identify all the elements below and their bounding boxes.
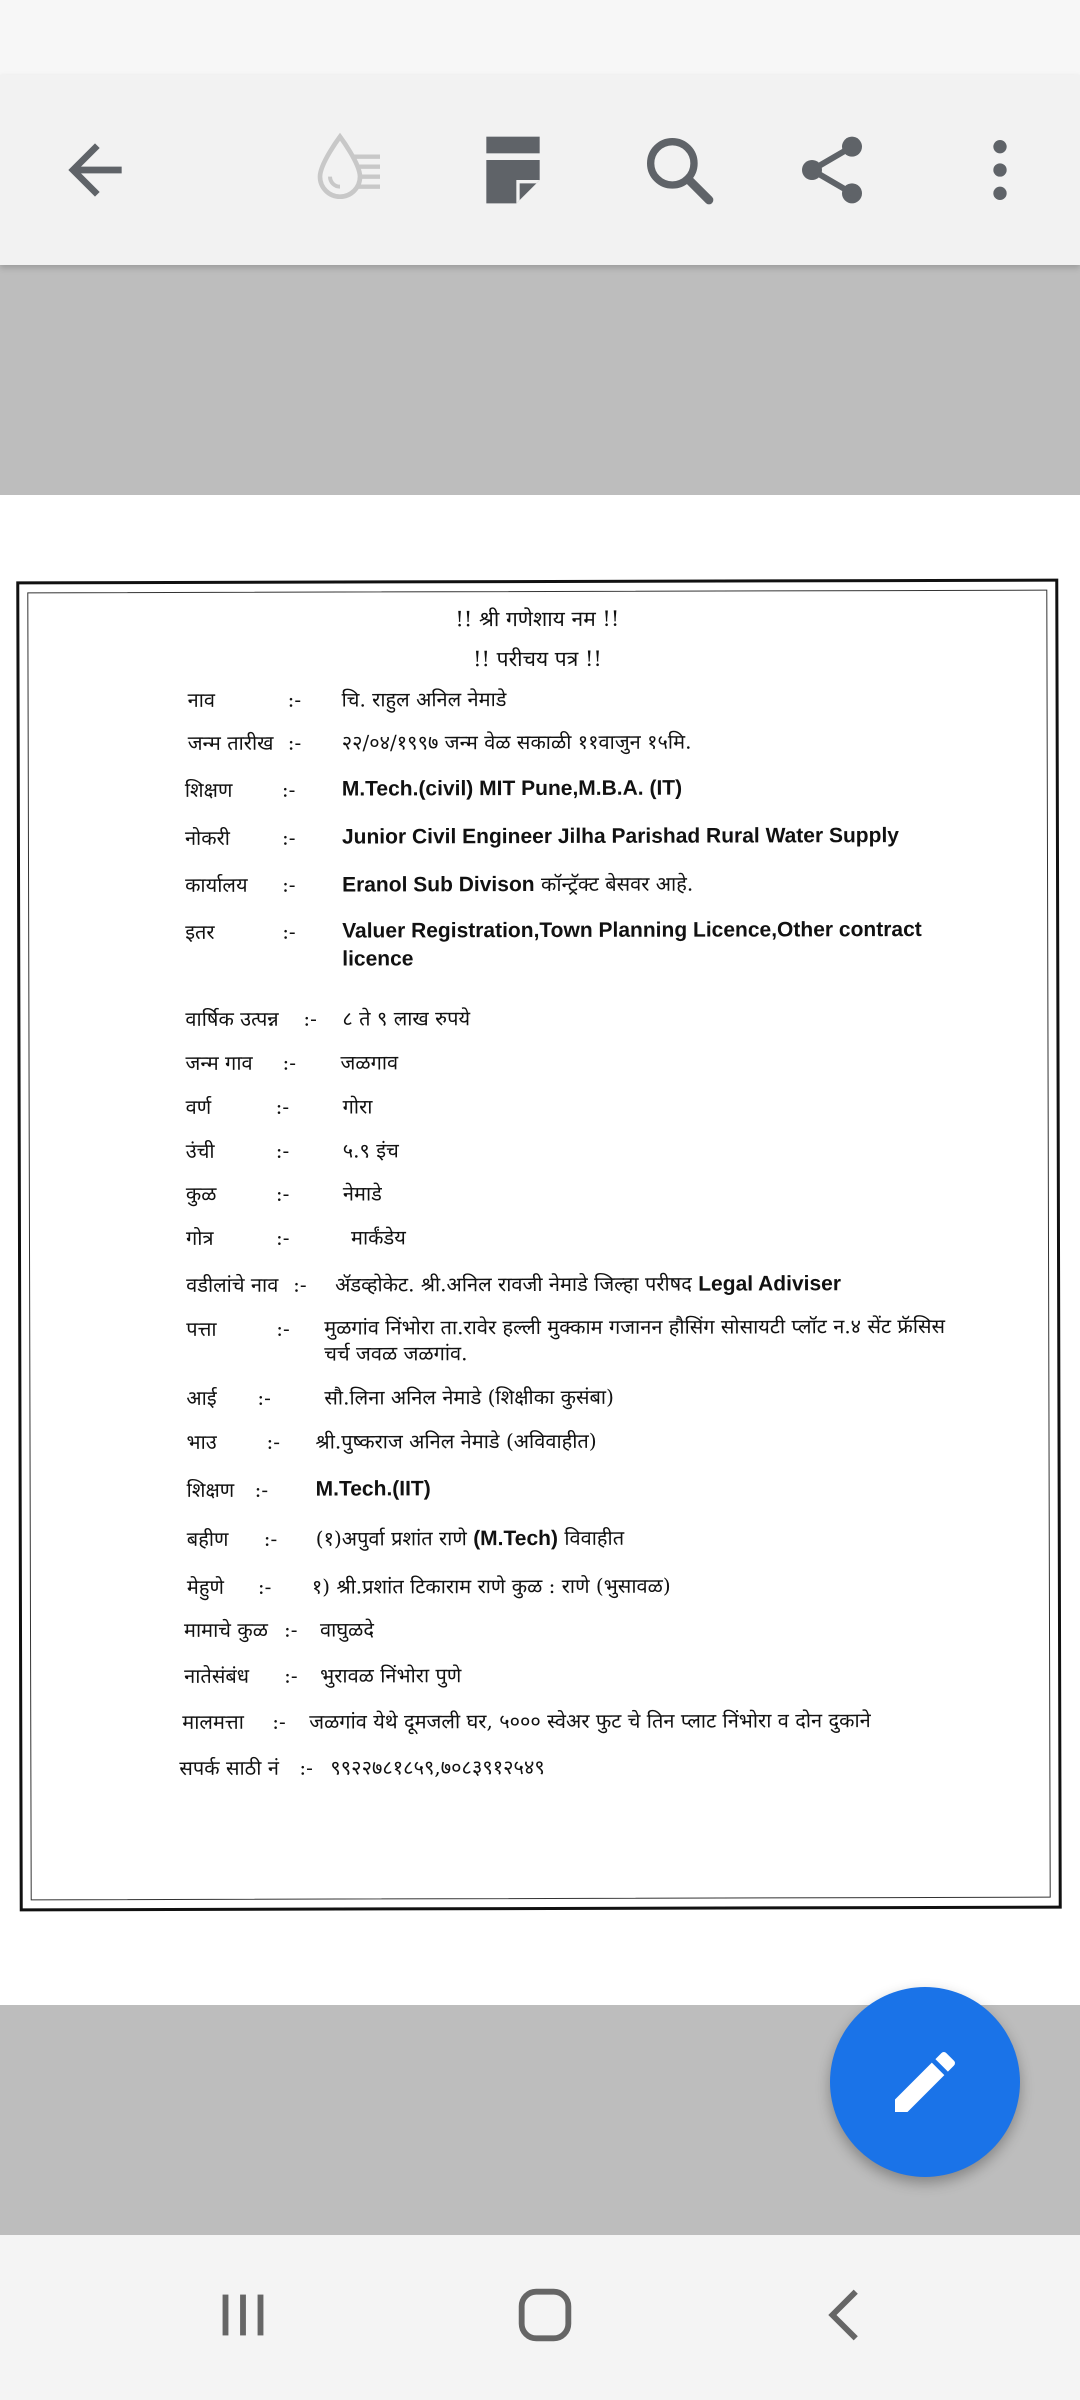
row-sep: :-: [263, 1526, 278, 1551]
back-arrow-icon[interactable]: [40, 115, 150, 225]
row-value: गोरा: [342, 1094, 373, 1119]
row-value: ८ ते ९ लाख रुपये: [342, 1006, 471, 1031]
row-value: Junior Civil Engineer Jilha Parishad Rural Water Supply: [341, 824, 899, 849]
row-label: वर्ण: [185, 1094, 212, 1119]
search-icon[interactable]: [624, 115, 734, 225]
row-sep: :-: [284, 1663, 298, 1688]
row-value: [342, 870, 693, 900]
row-value: M.Tech.(IIT): [315, 1477, 431, 1501]
biodata-content: [19, 582, 1058, 1909]
father-name: ॲडव्होकेट. श्री.अनिल रावजी नेमाडे जिल्हा परीषद: [335, 1271, 699, 1297]
doc-heading-title: !! परीचय पत्र !!: [473, 646, 602, 672]
row-label: पत्ता: [186, 1316, 217, 1341]
row-label: मालमत्ता: [182, 1709, 244, 1734]
document-border: [16, 579, 1061, 1912]
row-value: १) श्री.प्रशांत टिकाराम राणे कुळ : राणे (भुसावळ): [311, 1573, 671, 1599]
row-sep: :-: [282, 1050, 297, 1075]
recent-apps-icon[interactable]: [183, 2265, 303, 2365]
row-label: शिक्षण: [186, 1477, 235, 1502]
row-value: सौ.लिना अनिल नेमाडे (शिक्षीका कुसंबा): [324, 1384, 614, 1410]
row-sep: :-: [281, 825, 296, 850]
row-sep: :-: [275, 1225, 290, 1250]
biodata-row: [21, 1382, 1057, 1410]
row-label: नाव: [187, 687, 216, 712]
home-icon[interactable]: [485, 2265, 605, 2365]
biodata-row: [22, 1523, 1058, 1551]
sister-degree: (M.Tech): [473, 1526, 558, 1551]
biodata-row: [22, 1614, 1058, 1642]
sister-name: (१)अपुर्वा प्रशांत राणे: [315, 1526, 474, 1551]
row-sep: :-: [281, 777, 296, 802]
row-sep: :-: [275, 1181, 290, 1206]
row-value: जळगाव: [340, 1050, 399, 1075]
row-sep: :-: [254, 1477, 269, 1502]
edit-pencil-icon: [885, 2042, 965, 2122]
document-page[interactable]: [0, 495, 1080, 2005]
row-label: भाउ: [186, 1429, 217, 1454]
edit-button[interactable]: [830, 1987, 1020, 2177]
row-label: वार्षिक उत्पन्न: [185, 1006, 279, 1031]
biodata-row: [20, 822, 1056, 850]
row-label: आई: [186, 1385, 217, 1410]
row-label: जन्म तारीख: [187, 730, 274, 755]
office-note: कॉन्ट्रॅक्ट बेसवर आहे.: [534, 871, 694, 897]
biodata-row: [21, 1135, 1057, 1163]
biodata-row: [22, 1752, 1058, 1780]
row-value: श्री.पुष्कराज अनिल नेमाडे (अविवाहीत): [315, 1428, 597, 1454]
more-vert-icon[interactable]: [945, 115, 1055, 225]
biodata-row: [22, 1706, 1058, 1734]
biodata-row: [20, 1047, 1056, 1075]
biodata-row: [20, 774, 1056, 802]
app-toolbar: [0, 75, 1080, 265]
biodata-row: [20, 684, 1056, 712]
biodata-row: [22, 1474, 1058, 1502]
row-value: नेमाडे: [342, 1181, 382, 1206]
row-label: बहीण: [186, 1526, 229, 1551]
row-value: ९९२२७८१८५९,७०८३९१२५४९: [330, 1754, 545, 1780]
row-label: नोकरी: [184, 825, 230, 850]
row-label: जन्म गाव: [185, 1050, 253, 1075]
biodata-row: [21, 1222, 1057, 1250]
row-sep: :-: [283, 1617, 298, 1642]
row-sep: :-: [272, 1709, 286, 1734]
share-icon[interactable]: [777, 115, 887, 225]
ink-saver-icon: [295, 115, 405, 225]
row-sep: :-: [257, 1574, 272, 1599]
nav-back-icon[interactable]: [787, 2265, 907, 2365]
biodata-row: [22, 1660, 1058, 1688]
doc-heading-invocation: !! श्री गणेशाय नम !!: [455, 606, 620, 632]
row-value: जळगांव येथे दूमजली घर, ५००० स्वेअर फुट चे तिन प्लाट निंभोरा व दोन दुकाने: [309, 1708, 871, 1734]
row-label: सपर्क साठी नं: [179, 1755, 279, 1780]
system-nav-bar: [0, 2235, 1080, 2400]
biodata-row: [21, 1178, 1057, 1206]
row-value: मार्कंडेय: [350, 1225, 406, 1250]
row-value: २२/०४/१९९७ जन्म वेळ सकाळी ११वाजुन १५मि.: [341, 729, 692, 755]
row-label: गोत्र: [185, 1225, 214, 1250]
row-value: वाघुळदे: [319, 1617, 374, 1642]
row-sep: :-: [266, 1429, 281, 1454]
row-label: इतर: [185, 919, 215, 944]
biodata-row: [20, 1003, 1056, 1031]
row-label: वडीलांचे नाव: [186, 1272, 279, 1297]
biodata-row: [20, 916, 1056, 971]
row-sep: :-: [275, 1138, 290, 1163]
biodata-row: [20, 869, 1056, 897]
row-label: उंची: [185, 1138, 215, 1163]
office-name: Eranol Sub Divison: [342, 873, 535, 897]
row-label: नातेसंबंध: [184, 1663, 250, 1688]
viewer-background: [0, 265, 1080, 495]
row-label: कुळ: [185, 1181, 217, 1206]
father-role: Legal Adiviser: [698, 1272, 842, 1296]
sister-status: विवाहीत: [557, 1525, 625, 1550]
page-layout-icon[interactable]: [458, 115, 568, 225]
row-value: M.Tech.(civil) MIT Pune,M.B.A. (IT): [341, 776, 683, 801]
biodata-row: [20, 727, 1056, 755]
row-value: [316, 1524, 624, 1554]
biodata-row: [21, 1313, 1057, 1366]
row-label: शिक्षण: [184, 777, 233, 802]
row-value: भुरावळ निंभोरा पुणे: [320, 1663, 462, 1688]
row-label: मेहुणे: [186, 1574, 224, 1599]
row-sep: :-: [299, 1755, 313, 1780]
row-value: Valuer Registration,Town Planning Licence,Other contract licence: [342, 917, 922, 971]
row-sep: :-: [293, 1272, 307, 1297]
status-bar: [0, 0, 1080, 75]
row-label: कार्यालय: [185, 872, 248, 897]
row-sep: :-: [287, 730, 302, 755]
row-sep: :-: [276, 1316, 290, 1341]
row-sep: :-: [282, 919, 296, 944]
row-label: मामाचे कुळ: [183, 1617, 268, 1642]
biodata-row: [21, 1269, 1057, 1297]
row-value: चि. राहुल अनिल नेमाडे: [341, 687, 507, 712]
biodata-row: [21, 1091, 1057, 1119]
row-sep: :-: [303, 1006, 317, 1031]
row-sep: :-: [275, 1094, 290, 1119]
row-value: ५.९ इंच: [342, 1138, 399, 1163]
row-sep: :-: [287, 687, 302, 712]
row-sep: :-: [257, 1385, 271, 1410]
row-sep: :-: [282, 872, 296, 897]
biodata-row: [22, 1571, 1058, 1599]
row-value: [335, 1269, 841, 1299]
row-value: मुळगांव निंभोरा ता.रावेर हल्ली मुक्काम गजानन हौसिंग सोसायटी प्लॉट न.४ सेंट फ्रॅसिस चर्च जवळ जळगांव.: [324, 1313, 946, 1366]
biodata-row: [21, 1426, 1057, 1454]
